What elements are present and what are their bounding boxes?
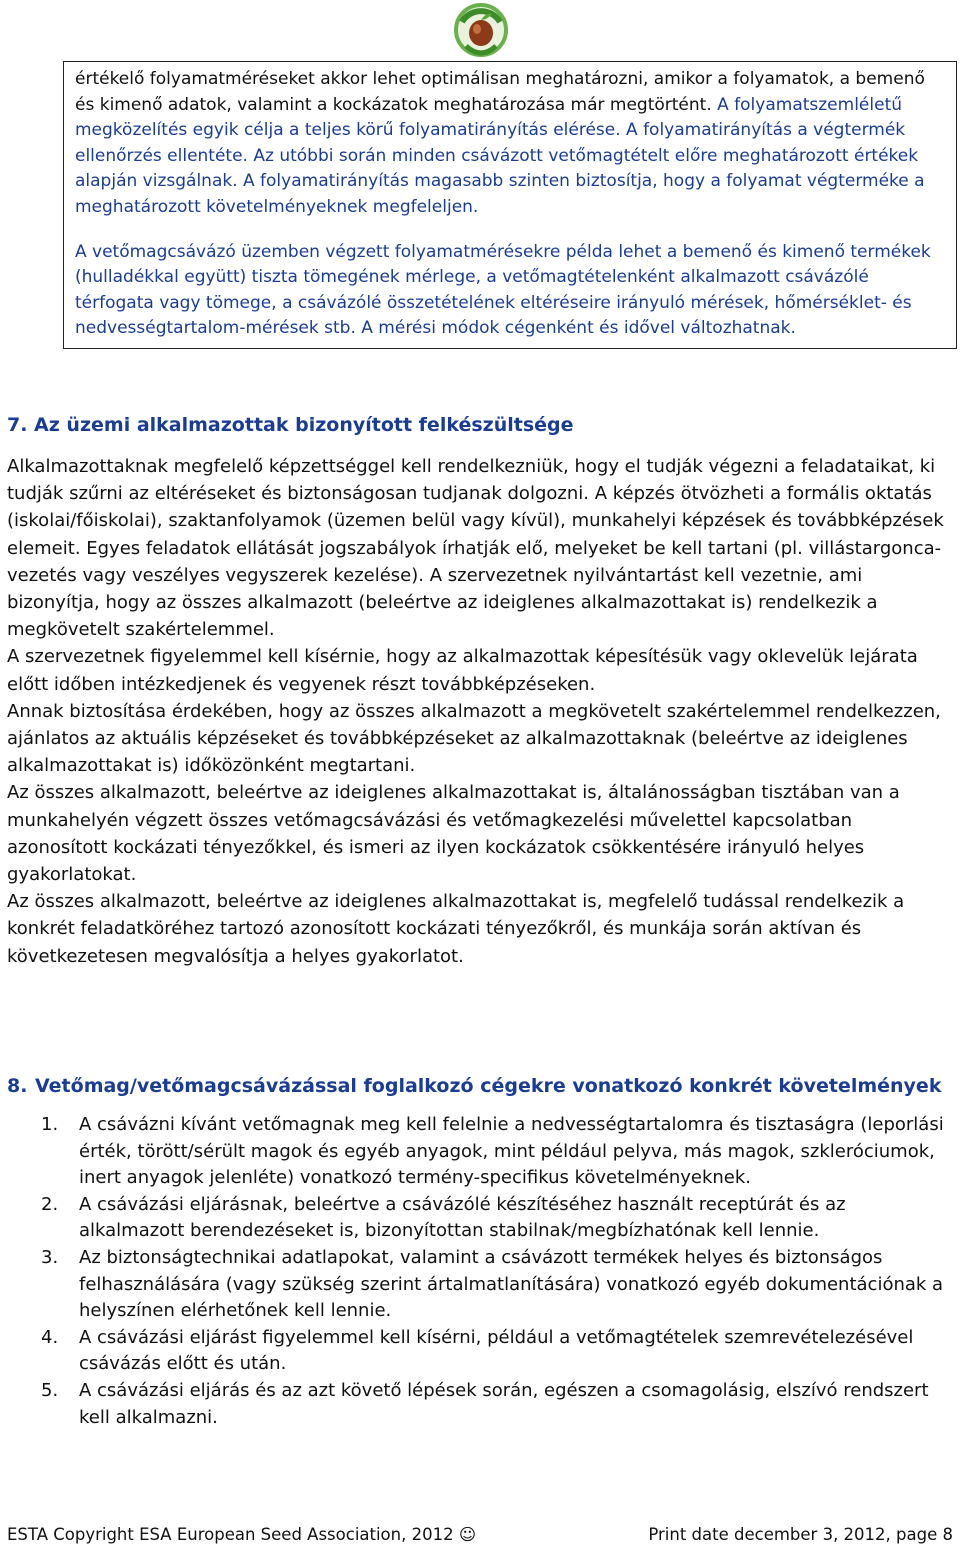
section-7-paragraph: A szervezetnek figyelemmel kell kísérnie, hogy az alkalmazottak képesítésük vagy oklevelük lejárata előtt időben intézkedjenek és vegyenek részt továbbképzéseken. (7, 646, 918, 695)
process-measurement-box (63, 61, 957, 349)
page-footer (7, 1524, 953, 1546)
protect-seed-logo (452, 2, 510, 62)
section-7-paragraph: Alkalmazottaknak megfelelő képzettséggel kell rendelkezniük, hogy el tudják végezni a feladataikat, ki tudják szűrni az eltéréseket és biztonságosan tudjanak dolgozni. A képzés ötvözheti a formális oktatás (iskolai/főiskolai), szaktanfolyamok (üzemen belül vagy kívül), munkahelyi képzések és továbbképzések elemeit. Egyes feladatok ellátását jogszabályok írhatják elő, melyeket be kell tartani (pl. villástargonca-vezetés vagy veszélyes vegyszerek kezelése). A szervezetnek nyilvántartást kell vezetnie, ami bizonyítja, hogy az összes alkalmazott (beleértve az ideiglenes alkalmazottakat is) rendelkezik a megkövetelt szakértelemmel. (7, 456, 944, 641)
list-item-text: A csávázási eljárást figyelemmel kell kísérni, például a vetőmagtételek szemrevételezésével csávázás előtt és után. (79, 1326, 914, 1375)
box-paragraph-2: A vetőmagcsávázó üzemben végzett folyamatmérésekre példa lehet a bemenő és kimenő termékek (hulladékkal együtt) tiszta tömegének mérlege, a vetőmagtételenként alkalmazott csávázólé térfogata vagy tömege, a csávázólé összetételének eltéréseire irányuló mérések, hőmérséklet- és nedvességtartalom-mérések stb. A mérési módok cégenként és idővel változhatnak. (75, 241, 931, 339)
list-item-number: 1. (41, 1114, 59, 1135)
list-item (7, 1378, 947, 1431)
list-item (7, 1112, 947, 1192)
box-paragraph-1-black: értékelő folyamatméréseket akkor lehet optimálisan meghatározni, amikor a folyamatok, a bemenő és kimenő adatok, valamint a kockázatok meghatározása már megtörtént. (75, 69, 925, 115)
list-item-number: 4. (41, 1326, 59, 1348)
section-8-number: 8. (7, 1075, 28, 1097)
section-7-paragraph: Annak biztosítása érdekében, hogy az összes alkalmazott a megkövetelt szakértelemmel rendelkezzen, ajánlatos az aktuális képzéseket és továbbképzéseket az alkalmazottaknak (beleértve az ideiglenes alkalmazottakat is) időközönként megtartani. (7, 700, 941, 777)
section-7 (7, 411, 947, 970)
section-8 (7, 1072, 947, 1431)
section-7-body (7, 453, 947, 970)
list-item (7, 1245, 947, 1325)
list-item (7, 1192, 947, 1245)
list-item-number: 5. (41, 1379, 59, 1401)
list-item (7, 1325, 947, 1378)
requirements-list (7, 1112, 947, 1431)
section-7-paragraph: Az összes alkalmazott, beleértve az ideiglenes alkalmazottakat is, megfelelő tudással rendelkezik a konkrét feladatköréhez tartozó azonosított kockázati tényezőkről, és munkája során aktívan és következetesen megvalósítja a helyes gyakorlatot. (7, 891, 905, 967)
list-item-text: A csávázni kívánt vetőmagnak meg kell felelnie a nedvességtartalomra és tisztaságra (leporlási érték, törött/sérült magok és egyéb anyagok, mint például pelyva, más magok, szkleróciumok, inert anyagok jelenléte) vonatkozó termény-specifikus követelményeknek. (79, 1114, 944, 1189)
list-item-text: A csávázási eljárás és az azt követő lépések során, egészen a csomagolásig, elszívó rendszert kell alkalmazni. (79, 1379, 929, 1428)
box-paragraph-1-blue: A folyamatszemléletű megközelítés egyik célja a teljes körű folyamatirányítás elérése. A folyamatirányítás a végtermék ellenőrzés ellentéte. Az utóbbi során minden csávázott vetőmagtételt előre meghatározott értékek alapján vizsgálnak. A folyamatirányítás magasabb szinten biztosítja, hogy a folyamat végterméke a meghatározott követelményeknek megfeleljen. (75, 94, 925, 217)
list-item-text: Az biztonságtechnikai adatlapokat, valamint a csávázott termékek helyes és biztonságos felhasználására (vagy szükség szerint ártalmatlanítására) vonatkozó egyéb dokumentációnak a helyszínen elérhetőnek kell lennie. (79, 1246, 944, 1322)
section-7-heading: 7. Az üzemi alkalmazottak bizonyított felkészültsége (7, 414, 574, 436)
list-item-text: A csávázási eljárásnak, beleértve a csávázólé készítéséhez használt receptúrát és az alkalmazott berendezéseket is, bizonyítottan stabilnak/megbízhatónak kell lennie. (79, 1193, 846, 1242)
section-8-title: Vetőmag/vetőmagcsávázással foglalkozó cégekre vonatkozó konkrét követelmények (35, 1075, 942, 1097)
footer-print-date: Print date december 3, 2012, page 8 (648, 1525, 953, 1544)
section-8-heading (7, 1072, 947, 1100)
list-item-number: 2. (41, 1193, 59, 1215)
list-item-number: 3. (41, 1246, 59, 1268)
box-paragraph-1 (75, 67, 949, 221)
footer-copyright: ESTA Copyright ESA European Seed Association, 2012 ☺ (7, 1525, 477, 1544)
section-7-paragraph: Az összes alkalmazott, beleértve az ideiglenes alkalmazottakat is, általánosságban tisztában van a munkahelyén végzett összes vetőmagcsávázási és vetőmagkezelési művelettel kapcsolatban azonosított kockázati tényezőkkel, és ismeri az ilyen kockázatok csökkentésére irányuló helyes gyakorlatokat. (7, 782, 900, 886)
